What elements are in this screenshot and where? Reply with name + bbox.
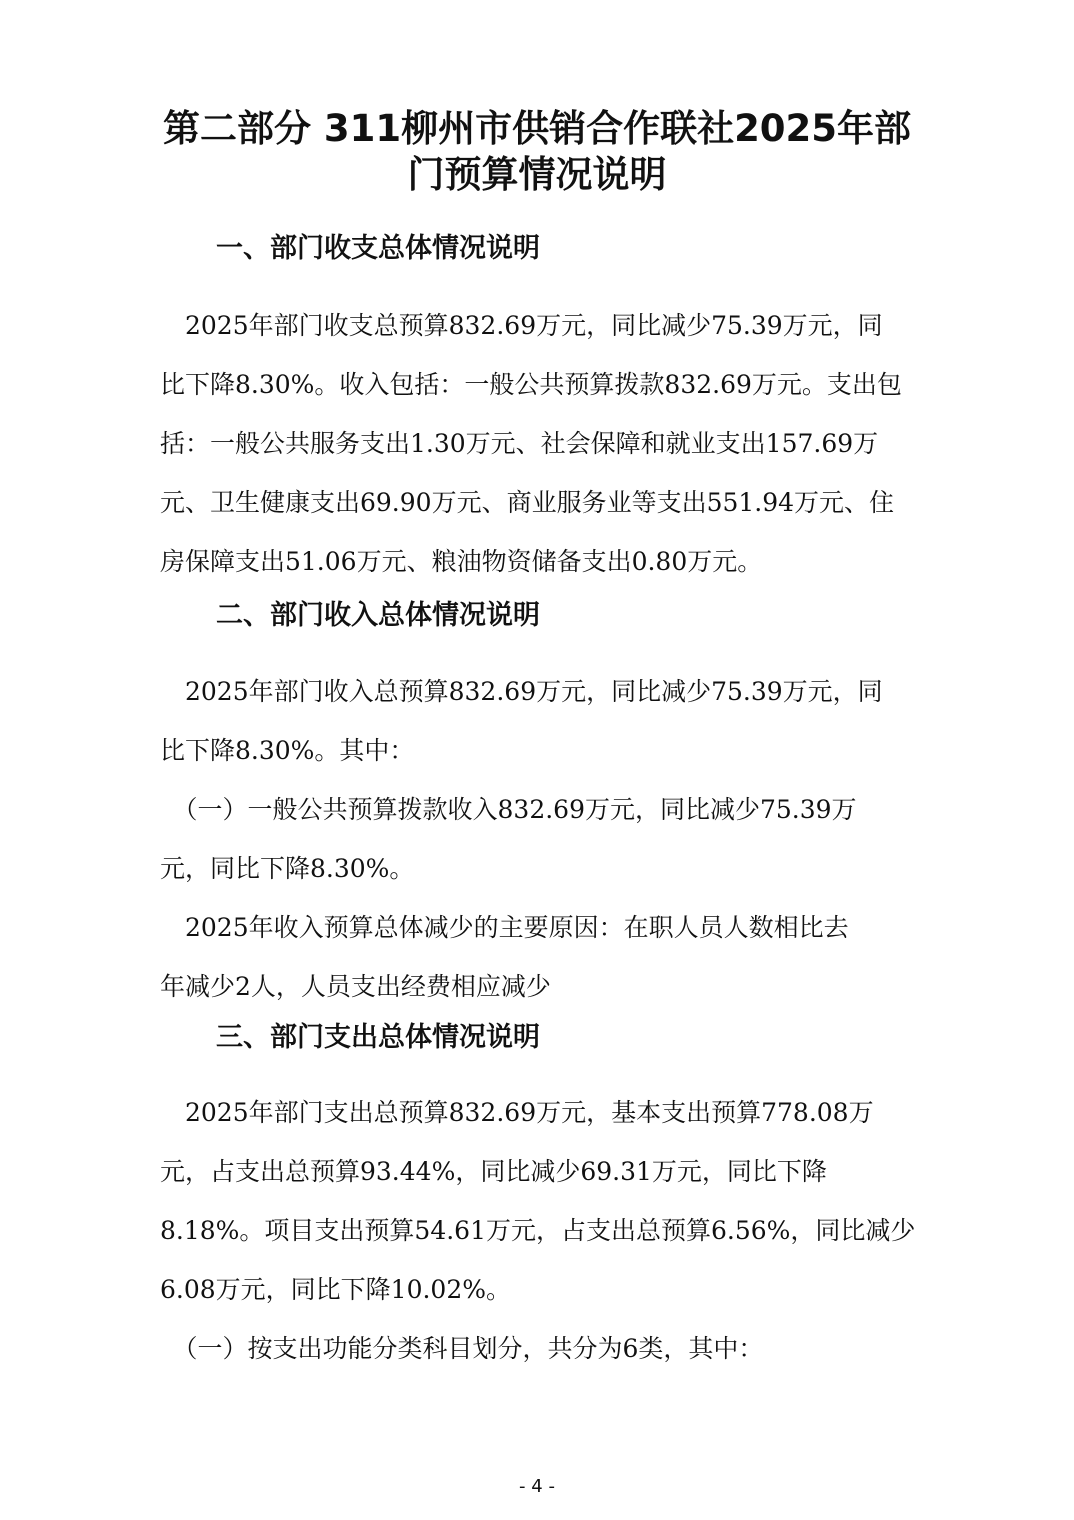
paragraph-line: 年减少2人，人员支出经费相应减少 xyxy=(160,972,551,1001)
paragraph-line: 比下降8.30%。收入包括：一般公共预算拨款832.69万元。支出包 xyxy=(160,370,902,399)
page-title-line: 门预算情况说明 xyxy=(407,153,667,196)
paragraph-line: 2025年部门支出总预算832.69万元，基本支出预算778.08万 xyxy=(160,1098,874,1127)
page-title xyxy=(140,106,934,198)
section-heading-2: 二、部门收入总体情况说明 xyxy=(216,600,540,631)
section-heading-3: 三、部门支出总体情况说明 xyxy=(216,1022,540,1053)
paragraph-line: 元，占支出总预算93.44%，同比减少69.31万元，同比下降 xyxy=(160,1157,827,1186)
paragraph-line: 6.08万元，同比下降10.02%。 xyxy=(160,1275,511,1304)
page-number: - 4 - xyxy=(519,1476,555,1497)
paragraph xyxy=(160,1083,930,1378)
paragraph-line: （一）一般公共预算拨款收入832.69万元，同比减少75.39万 xyxy=(160,795,857,824)
paragraph-line: 元，同比下降8.30%。 xyxy=(160,854,415,883)
paragraph-line: 元、卫生健康支出69.90万元、商业服务业等支出551.94万元、住 xyxy=(160,488,895,517)
paragraph-line: 2025年部门收支总预算832.69万元，同比减少75.39万元，同 xyxy=(160,311,883,340)
page-title-line: 第二部分 311柳州市供销合作联社2025年部 xyxy=(162,107,912,150)
paragraph-line: 8.18%。项目支出预算54.61万元，占支出总预算6.56%，同比减少 xyxy=(160,1216,916,1245)
paragraph-line: 括：一般公共服务支出1.30万元、社会保障和就业支出157.69万 xyxy=(160,429,879,458)
paragraph xyxy=(160,296,930,591)
paragraph-line: 2025年部门收入总预算832.69万元，同比减少75.39万元，同 xyxy=(160,677,883,706)
paragraph-line: （一）按支出功能分类科目划分，共分为6类，其中： xyxy=(160,1334,764,1363)
paragraph-line: 2025年收入预算总体减少的主要原因：在职人员人数相比去 xyxy=(160,913,849,942)
section-heading-1: 一、部门收支总体情况说明 xyxy=(216,233,540,264)
paragraph-line: 比下降8.30%。其中： xyxy=(160,736,415,765)
paragraph-line: 房保障支出51.06万元、粮油物资储备支出0.80万元。 xyxy=(160,547,763,576)
paragraph xyxy=(160,662,930,1016)
